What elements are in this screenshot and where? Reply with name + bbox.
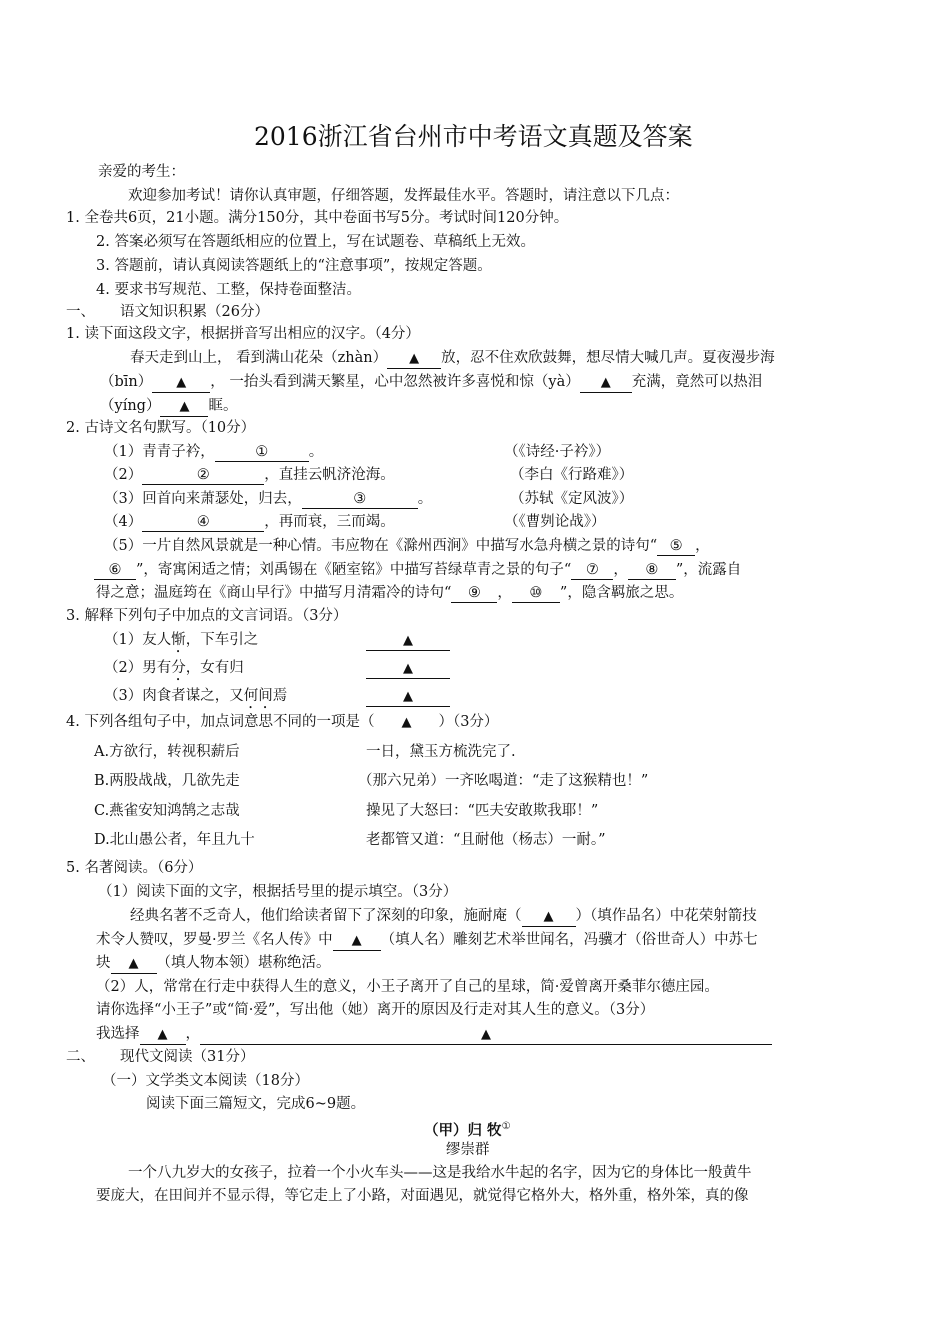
q1-text: 眶。 (208, 398, 238, 414)
triangle-icon: ▲ (600, 375, 611, 390)
triangle-icon: ▲ (351, 933, 362, 948)
q3-item-1 (104, 630, 258, 656)
q3-item-3 (104, 686, 287, 712)
q5-text: ， (185, 1026, 200, 1042)
q5-text: ）（填作品名）中花荣射箭技 (575, 908, 757, 924)
q2-source-3: （苏轼《定风波》） (510, 491, 634, 507)
q2-source-1: （《诗经·子衿》） (504, 444, 611, 460)
part-2-intro: 阅读下面三篇短文，完成6~9题。 (146, 1096, 366, 1112)
q4-option-b-right: （那六兄弟）一齐吆喝道：“走了这猴精也！” (358, 773, 649, 789)
answer-blank[interactable] (215, 443, 309, 462)
q2-text: ， (695, 538, 710, 554)
blank-number: ⑦ (585, 562, 599, 578)
triangle-icon: ▲ (403, 633, 413, 648)
q4-option-d-left: D.北山愚公者，年且九十 (94, 832, 255, 848)
q5-text: 术令人赞叹，罗曼·罗兰《名人传》中 (96, 932, 333, 948)
q2-source-4: （《曹刿论战》） (504, 514, 606, 530)
essay-paragraph-line-2: 要庞大，在田间并不显示得，等它走上了小路，对面遇见，就觉得它格外大，格外重，格外笨，真的像 (96, 1188, 749, 1204)
triangle-icon: ▲ (179, 399, 190, 414)
q5-sub-1: （1）阅读下面的文字，根据括号里的提示填空。（3分） (98, 884, 458, 900)
blank-number: ① (255, 444, 269, 460)
q3-text: ，下车引之 (185, 632, 259, 648)
dotted-word: 何间 (243, 688, 273, 704)
q1-text: （bīn） (100, 374, 153, 390)
q5-sub-2: （2）人，常常在行走中获得人生的意义，小王子离开了自己的星球，简·爱曾离开桑菲尔德庄园。 (96, 979, 719, 995)
blank-number: ② (196, 467, 210, 483)
q2-text: ， (613, 562, 628, 578)
q2-text: （3）回首向来萧瑟处，归去， (104, 491, 302, 507)
essay-title (424, 1117, 511, 1141)
answer-blank[interactable] (366, 659, 450, 679)
answer-blank[interactable] (571, 561, 613, 580)
q4-text: 4. 下列各组句子中，加点词意思不同的一项是（ (66, 714, 375, 730)
triangle-icon: ▲ (157, 1027, 168, 1042)
q4-text: ）（3分） (438, 714, 499, 730)
triangle-icon: ▲ (403, 661, 413, 676)
q2-text: ， (497, 585, 512, 601)
blank-number: ⑩ (529, 585, 543, 601)
q3-text: （3）肉食者谋之，又 (104, 688, 244, 704)
triangle-icon: ▲ (176, 375, 187, 390)
q3-item-2 (104, 658, 244, 684)
answer-blank[interactable] (387, 349, 441, 369)
q1-line-3 (100, 396, 237, 417)
blank-number: ⑨ (467, 585, 481, 601)
part-2-subsection: （一）文学类文本阅读（18分） (102, 1073, 309, 1089)
q5-text: 经典名著不乏奇人，他们给读者留下了深刻的印象，施耐庵（ (130, 908, 522, 924)
answer-blank[interactable] (152, 373, 210, 393)
q2-item-1 (104, 442, 323, 462)
q1-line-2 (100, 372, 762, 393)
q5-sub-2-question: 请你选择“小王子”或“简·爱”，写出他（她）离开的原因及行走对其人生的意义。（3分） (96, 1002, 655, 1018)
q1-line-1 (130, 348, 775, 369)
blank-number: ⑥ (108, 562, 122, 578)
triangle-icon: ▲ (128, 956, 139, 971)
q2-text: ”，寄寓闲适之情；刘禹锡在《陋室铭》中描写苔绿草青之景的句子“ (136, 562, 572, 578)
instruction-1: 1. 全卷共6页，21小题。满分150分，其中卷面书写5分。考试时间120分钟。 (66, 210, 569, 226)
q1-text: 充满，竟然可以热泪 (631, 374, 763, 390)
q5-answer-line (96, 1024, 772, 1045)
answer-blank[interactable] (160, 397, 208, 417)
q4-option-c-right: 操见了大怒曰：“匹夫安敢欺我耶！” (366, 803, 599, 819)
q2-text: 得之意；温庭筠在《商山早行》中描写月清霜冷的诗句“ (96, 585, 452, 601)
q4-option-d-right: 老都管又道：“且耐他（杨志）一耐。” (366, 832, 606, 848)
section-1-title: 语文知识积累（26分） (120, 304, 269, 320)
q2-text: （5）一片自然风景就是一种心情。韦应物在《滁州西涧》中描写水急舟横之景的诗句“ (104, 538, 658, 554)
q2-text: （2） (104, 467, 143, 483)
dotted-word: 分 (171, 660, 186, 676)
answer-blank[interactable] (142, 466, 264, 485)
q2-item-4 (104, 512, 395, 532)
q2-source-2: （李白《行路难》） (510, 467, 634, 483)
answer-blank[interactable] (451, 584, 497, 603)
answer-blank[interactable] (302, 490, 418, 509)
triangle-icon[interactable]: ▲ (401, 715, 412, 730)
blank-number: ④ (196, 514, 210, 530)
instruction-3: 3. 答题前，请认真阅读答题纸上的“注意事项”，按规定答题。 (96, 258, 492, 274)
q2-text: ”，流露自 (675, 562, 742, 578)
triangle-icon: ▲ (481, 1027, 491, 1042)
q3-answer-2[interactable] (366, 658, 450, 679)
instruction-2: 2. 答案必须写在答题纸相应的位置上，写在试题卷、草稿纸上无效。 (96, 234, 535, 250)
triangle-icon: ▲ (403, 689, 413, 704)
section-2-title: 现代文阅读（31分） (120, 1049, 255, 1065)
dotted-word: 惭 (171, 632, 186, 648)
answer-blank[interactable] (111, 954, 157, 974)
q2-item-5-line-3 (96, 583, 683, 603)
essay-title-text: （甲）归 牧 (424, 1121, 502, 1139)
q1-text: 放，忍不住欢欣鼓舞，想尽情大喊几声。夏夜漫步海 (441, 350, 775, 366)
q4-option-b-left: B.两股战战，几欲先走 (94, 773, 240, 789)
q2-item-5-line-1 (104, 536, 710, 556)
q1-stem: 1. 读下面这段文字，根据拼音写出相应的汉字。（4分） (66, 326, 420, 342)
answer-blank[interactable] (142, 513, 264, 532)
q2-text: 。 (417, 491, 433, 507)
triangle-icon: ▲ (543, 909, 554, 924)
answer-blank[interactable] (580, 373, 632, 393)
q2-item-2 (104, 465, 395, 485)
q5-para-line-3 (96, 953, 331, 974)
section-1-number: 一、 (66, 304, 95, 320)
q1-text: 春天走到山上， 看到满山花朵（zhàn） (130, 350, 388, 366)
answer-blank[interactable] (333, 931, 381, 951)
q3-text: （1）友人 (104, 632, 172, 648)
q3-answer-3[interactable] (366, 686, 450, 707)
page-title: 2016浙江省台州市中考语文真题及答案 (254, 122, 693, 151)
q2-item-5-line-2 (94, 560, 741, 580)
essay-paragraph-line-1: 一个八九岁大的女孩子，拉着一个小火车头——这是我给水牛起的名字，因为它的身体比一般黄牛 (128, 1165, 752, 1181)
footnote-marker: ① (501, 1121, 511, 1132)
q5-stem: 5. 名著阅读。（6分） (66, 860, 203, 876)
answer-blank[interactable] (94, 561, 136, 580)
welcome-text: 欢迎参加考试！请你认真审题，仔细答题，发挥最佳水平。答题时，请注意以下几点： (128, 188, 679, 204)
q2-text: （1）青青子衿， (104, 444, 215, 460)
q4-option-a-left: A.方欲行，转视积薪后 (94, 744, 240, 760)
q4-option-c-left: C.燕雀安知鸿鹄之志哉 (94, 803, 240, 819)
answer-blank[interactable] (512, 584, 560, 603)
q4-stem (66, 712, 498, 733)
section-2-number: 二、 (66, 1049, 95, 1065)
answer-blank[interactable] (366, 631, 450, 651)
blank-number: ⑤ (669, 538, 683, 554)
q5-para-line-2 (96, 930, 758, 951)
answer-blank[interactable] (657, 537, 695, 556)
blank-number: ⑧ (645, 562, 659, 578)
blank-number: ③ (353, 491, 367, 507)
q5-text: 块 (96, 955, 111, 971)
answer-blank[interactable] (366, 687, 450, 707)
q2-item-3 (104, 489, 432, 509)
instruction-4: 4. 要求书写规范、工整，保持卷面整洁。 (96, 282, 361, 298)
q3-stem: 3. 解释下列句子中加点的文言词语。（3分） (66, 608, 348, 624)
q1-text: （yíng） (100, 398, 161, 414)
q3-text: （2）男有 (104, 660, 172, 676)
q4-option-a-right: 一日，黛玉方梳洗完了. (366, 744, 516, 760)
answer-blank[interactable] (628, 561, 676, 580)
answer-blank-long[interactable] (200, 1025, 772, 1045)
triangle-icon: ▲ (409, 351, 420, 366)
q2-text: （4） (104, 514, 143, 530)
q3-text: ，女有归 (185, 660, 244, 676)
q5-text: （填人物本领）堪称绝活。 (156, 955, 331, 971)
q3-answer-1[interactable] (366, 630, 450, 651)
q2-text: ”，隐含羁旅之思。 (559, 585, 684, 601)
essay-author: 缪崇群 (446, 1142, 490, 1158)
q3-text: 焉 (272, 688, 288, 704)
greeting: 亲爱的考生： (98, 164, 185, 180)
q2-text: 。 (308, 444, 324, 460)
q2-text: ，直挂云帆济沧海。 (264, 467, 395, 483)
q5-text: （填人名）雕刻艺术举世闻名，冯骥才（俗世奇人）中苏七 (380, 932, 758, 948)
answer-blank[interactable] (140, 1025, 186, 1045)
answer-blank[interactable] (522, 907, 576, 927)
q5-text: 我选择 (96, 1026, 140, 1042)
q1-text: ， 一抬头看到满天繁星，心中忽然被许多喜悦和惊（yà） (210, 374, 580, 390)
q5-para-line-1 (130, 906, 757, 927)
q2-text: ，再而衰，三而竭。 (264, 514, 395, 530)
q2-stem: 2. 古诗文名句默写。（10分） (66, 420, 256, 436)
